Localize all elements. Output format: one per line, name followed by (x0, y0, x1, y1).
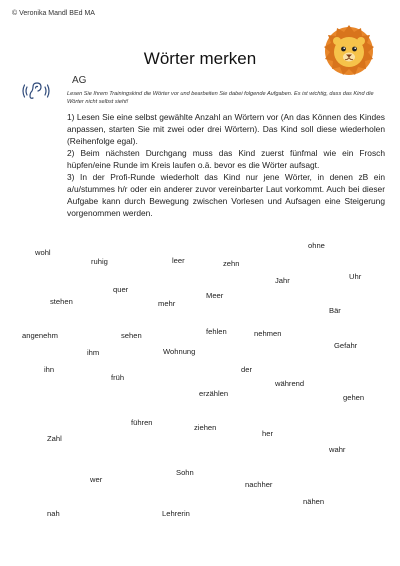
word-item: der (241, 365, 252, 374)
word-item: Wohnung (163, 347, 196, 356)
word-item: Sohn (176, 468, 194, 477)
word-item: her (262, 429, 273, 438)
word-item: führen (131, 418, 153, 427)
instructions-intro: Lesen Sie Ihrem Trainingskind die Wörter vor und bearbeiten Sie dabei folgende Aufgaben. Es ist wichtig, dass das Kind die Wörter nicht selbst sieht! (67, 91, 374, 106)
word-item: wahr (329, 445, 346, 454)
group-label: AG (72, 75, 87, 86)
word-item: quer (113, 285, 129, 294)
word-item: Zahl (47, 434, 62, 443)
word-item: angenehm (22, 331, 58, 340)
lion-face-icon (323, 22, 375, 78)
task-2: 2) Beim nächsten Durchgang muss das Kind zuerst fünfmal wie ein Frosch hüpfen/eine Runde im Kreis laufen o.ä. bevor es die Wörter aufsagt. (67, 148, 385, 170)
word-item: ihm (87, 348, 100, 357)
task-list (67, 111, 385, 219)
word-item: mehr (158, 299, 176, 308)
word-item: Uhr (349, 272, 362, 281)
word-item: Bär (329, 306, 341, 315)
word-item: früh (111, 373, 125, 382)
word-item: erzählen (199, 389, 229, 398)
word-item: Meer (206, 291, 224, 300)
word-item: nähen (303, 497, 325, 506)
task-1: 1) Lesen Sie eine selbst gewählte Anzahl an Wörtern vor (An das Können des Kindes anpassen, starten Sie mit zwei oder drei Wörtern). Das Kind soll diese wiederholen (Reihenfolge egal). (67, 112, 385, 146)
word-item: zehn (223, 259, 240, 268)
word-item: ziehen (194, 423, 217, 432)
word-item: Lehrerin (162, 509, 190, 518)
word-item: nehmen (254, 329, 282, 338)
task-3: 3) In der Profi-Runde wiederholt das Kind nur jene Wörter, in denen zB ein a/u/stummes h/r oder ein anderer zuvor vereinbarter Laut vorkommt. Auch bei dieser Aufgabe kann durch Bewegung zwischen Vorlesen und Aufsagen eine Steigerung vorgenommen werden. (67, 172, 385, 218)
word-item: sehen (121, 331, 142, 340)
word-item: Gefahr (334, 341, 358, 350)
word-item: ruhig (91, 257, 108, 266)
word-item: nachher (245, 480, 273, 489)
hearing-ear-icon (22, 79, 52, 103)
word-item: fehlen (206, 327, 227, 336)
word-item: stehen (50, 297, 73, 306)
copyright-notice: © Veronika Mandl BEd MA (12, 10, 95, 17)
word-item: Jahr (275, 276, 290, 285)
page-title: Wörter merken (143, 49, 257, 68)
word-item: während (275, 379, 305, 388)
word-item: wohl (35, 248, 51, 257)
word-item: ihn (44, 365, 55, 374)
word-item: wer (90, 475, 103, 484)
word-item: ohne (308, 241, 325, 250)
word-item: nah (47, 509, 60, 518)
word-item: gehen (343, 393, 365, 402)
word-item: leer (172, 256, 185, 265)
